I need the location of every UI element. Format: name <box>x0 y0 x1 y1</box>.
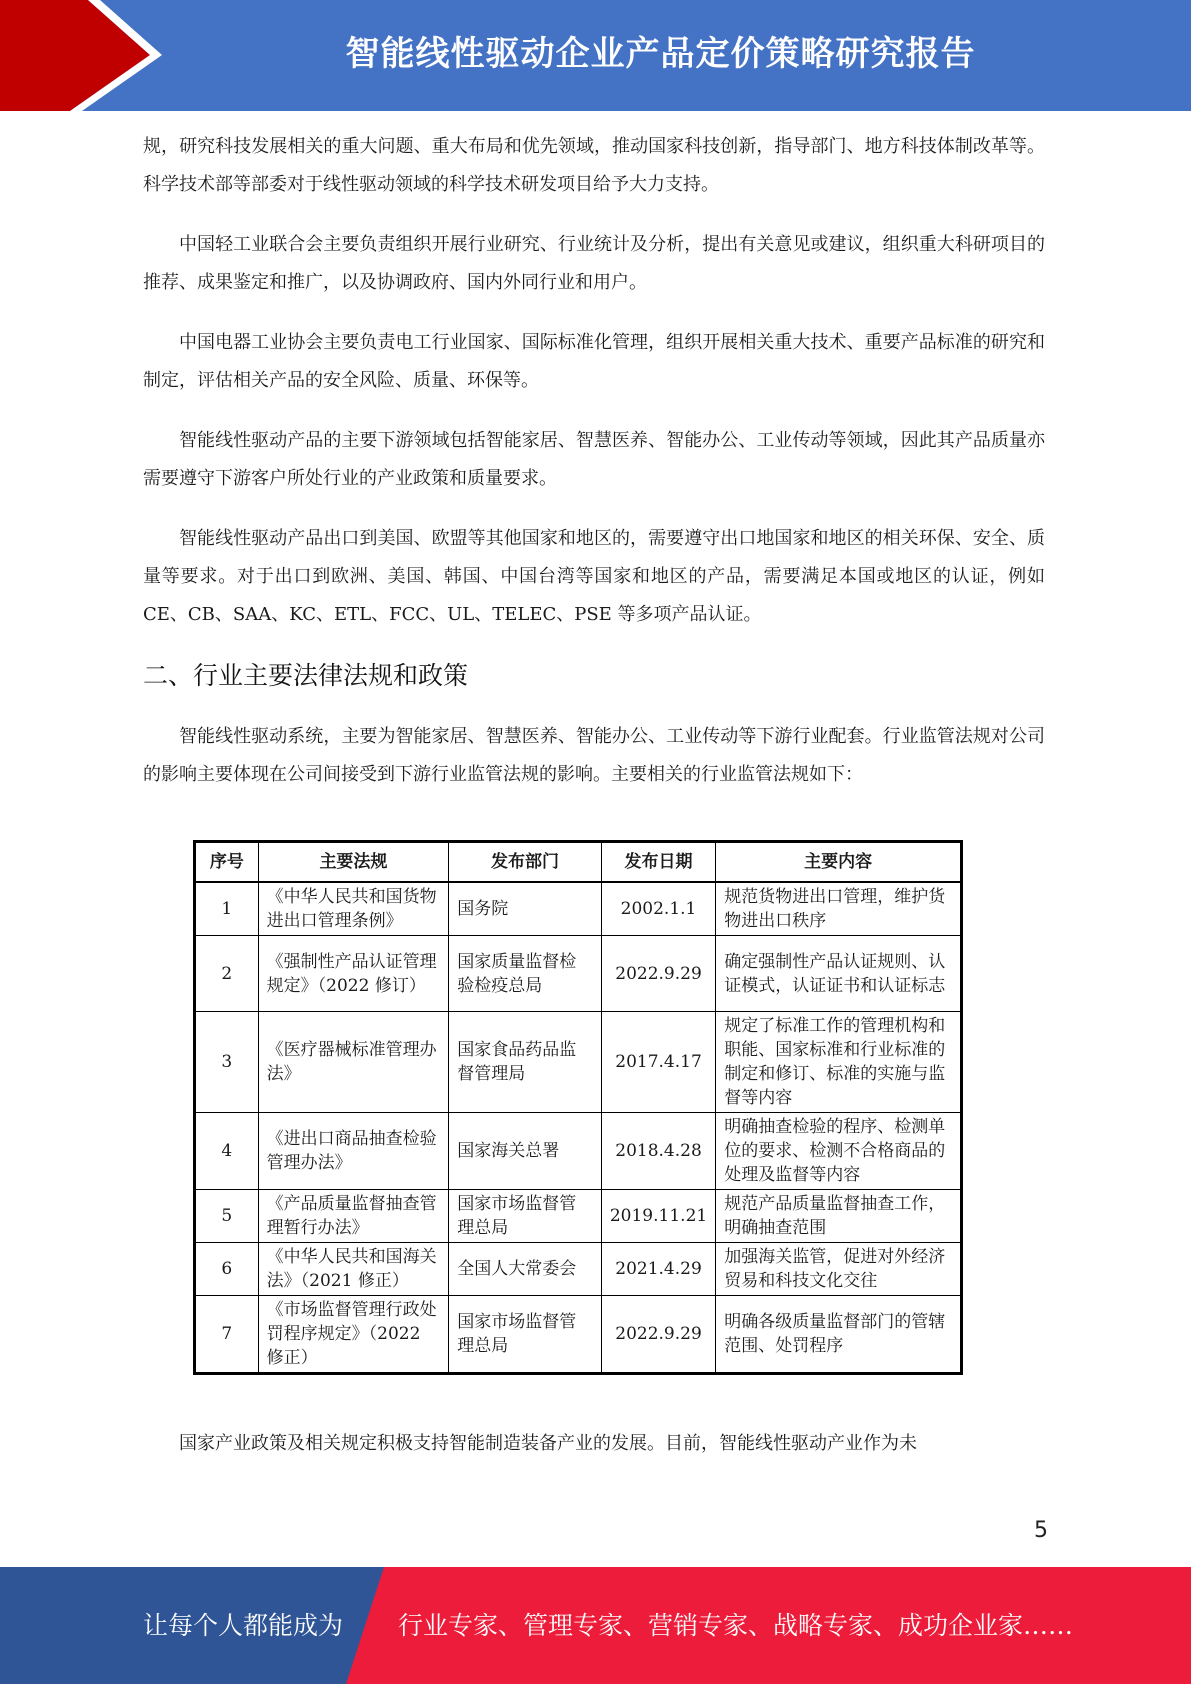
table-row <box>195 1113 962 1190</box>
regulations-table <box>193 840 963 1375</box>
page-number: 5 <box>1034 1518 1048 1543</box>
table-cell: 明确各级质量监督部门的管辖范围、处罚程序 <box>716 1296 962 1374</box>
table-header-row <box>195 842 962 883</box>
report-title: 智能线性驱动企业产品定价策略研究报告 <box>345 34 976 74</box>
table-cell: 规范产品质量监督抽查工作，明确抽查范围 <box>716 1190 962 1243</box>
table-cell: 1 <box>195 882 259 936</box>
table-header-cell: 主要内容 <box>716 842 962 883</box>
table-cell: 2022.9.29 <box>601 1296 715 1374</box>
table-row <box>195 1190 962 1243</box>
table-cell: 2017.4.17 <box>601 1012 715 1113</box>
table-header-cell: 序号 <box>195 842 259 883</box>
table-cell: 《强制性产品认证管理规定》（2022 修订） <box>258 936 449 1012</box>
table-cell: 2021.4.29 <box>601 1243 715 1296</box>
table-cell: 5 <box>195 1190 259 1243</box>
footer-slogan-left: 让每个人都能成为 <box>143 1611 344 1640</box>
table-cell: 规范货物进出口管理，维护货物进出口秩序 <box>716 882 962 936</box>
table-row <box>195 1243 962 1296</box>
table-row <box>195 1012 962 1113</box>
paragraph-export: 智能线性驱动产品出口到美国、欧盟等其他国家和地区的，需要遵守出口地国家和地区的相关环保、安全、质量等要求。对于出口到欧洲、美国、韩国、中国台湾等国家和地区的产品，需要满足本国或地区的认证，例如 CE、CB、SAA、KC、ETL、FCC、UL、TELEC、PSE 等多项产品认证。 <box>143 528 1045 625</box>
table-cell: 确定强制性产品认证规则、认证模式，认证证书和认证标志 <box>716 936 962 1012</box>
table-cell: 全国人大常委会 <box>449 1243 602 1296</box>
table-cell: 2018.4.28 <box>601 1113 715 1190</box>
table-cell: 加强海关监管，促进对外经济贸易和科技文化交往 <box>716 1243 962 1296</box>
table-cell: 国家质量监督检验检疫总局 <box>449 936 602 1012</box>
table-cell: 《产品质量监督抽查管理暂行办法》 <box>258 1190 449 1243</box>
table-cell: 规定了标准工作的管理机构和职能、国家标准和行业标准的制定和修订、标准的实施与监督等内容 <box>716 1012 962 1113</box>
table-cell: 6 <box>195 1243 259 1296</box>
table-cell: 国家市场监督管理总局 <box>449 1296 602 1374</box>
page-footer <box>0 1567 1191 1684</box>
footer-slogan-right: 行业专家、管理专家、营销专家、战略专家、成功企业家…… <box>398 1611 1074 1640</box>
page-header <box>0 0 1191 111</box>
table-cell: 7 <box>195 1296 259 1374</box>
table-cell: 《市场监督管理行政处罚程序规定》（2022 修正） <box>258 1296 449 1374</box>
page-content <box>143 128 1045 1485</box>
table-cell: 国家海关总署 <box>449 1113 602 1190</box>
table-cell: 《中华人民共和国货物进出口管理条例》 <box>258 882 449 936</box>
section-heading: 二、行业主要法律法规和政策 <box>143 661 469 690</box>
table-cell: 2022.9.29 <box>601 936 715 1012</box>
table-cell: 《进出口商品抽查检验管理办法》 <box>258 1113 449 1190</box>
table-cell: 3 <box>195 1012 259 1113</box>
table-header-cell: 发布部门 <box>449 842 602 883</box>
table-cell: 国家市场监督管理总局 <box>449 1190 602 1243</box>
table-cell: 2019.11.21 <box>601 1190 715 1243</box>
table-row <box>195 1296 962 1374</box>
table-cell: 国家食品药品监督管理局 <box>449 1012 602 1113</box>
table-cell: 2 <box>195 936 259 1012</box>
table-header-cell: 发布日期 <box>601 842 715 883</box>
regulations-table-wrapper <box>193 840 963 1375</box>
paragraph-light-industry: 中国轻工业联合会主要负责组织开展行业研究、行业统计及分析，提出有关意见或建议，组织重大科研项目的推荐、成果鉴定和推广，以及协调政府、国内外同行业和用户。 <box>143 234 1045 293</box>
table-cell: 《医疗器械标准管理办法》 <box>258 1012 449 1113</box>
paragraph-industry-policy: 国家产业政策及相关规定积极支持智能制造装备产业的发展。目前，智能线性驱动产业作为未 <box>179 1433 917 1454</box>
table-cell: 明确抽查检验的程序、检测单位的要求、检测不合格商品的处理及监督等内容 <box>716 1113 962 1190</box>
table-cell: 国务院 <box>449 882 602 936</box>
table-row <box>195 936 962 1012</box>
paragraph-continuation: 规，研究科技发展相关的重大问题、重大布局和优先领域，推动国家科技创新，指导部门、地方科技体制改革等。科学技术部等部委对于线性驱动领域的科学技术研发项目给予大力支持。 <box>143 136 1045 195</box>
table-header-cell: 主要法规 <box>258 842 449 883</box>
table-cell: 4 <box>195 1113 259 1190</box>
table-cell: 2002.1.1 <box>601 882 715 936</box>
paragraph-electrical-industry: 中国电器工业协会主要负责电工行业国家、国际标准化管理，组织开展相关重大技术、重要产品标准的研究和制定，评估相关产品的安全风险、质量、环保等。 <box>143 332 1045 391</box>
table-cell: 《中华人民共和国海关法》（2021 修正） <box>258 1243 449 1296</box>
section-intro: 智能线性驱动系统，主要为智能家居、智慧医养、智能办公、工业传动等下游行业配套。行业监管法规对公司的影响主要体现在公司间接受到下游行业监管法规的影响。主要相关的行业监管法规如下： <box>143 726 1045 785</box>
paragraph-downstream: 智能线性驱动产品的主要下游领域包括智能家居、智慧医养、智能办公、工业传动等领域，因此其产品质量亦需要遵守下游客户所处行业的产业政策和质量要求。 <box>143 430 1045 489</box>
table-row <box>195 882 962 936</box>
